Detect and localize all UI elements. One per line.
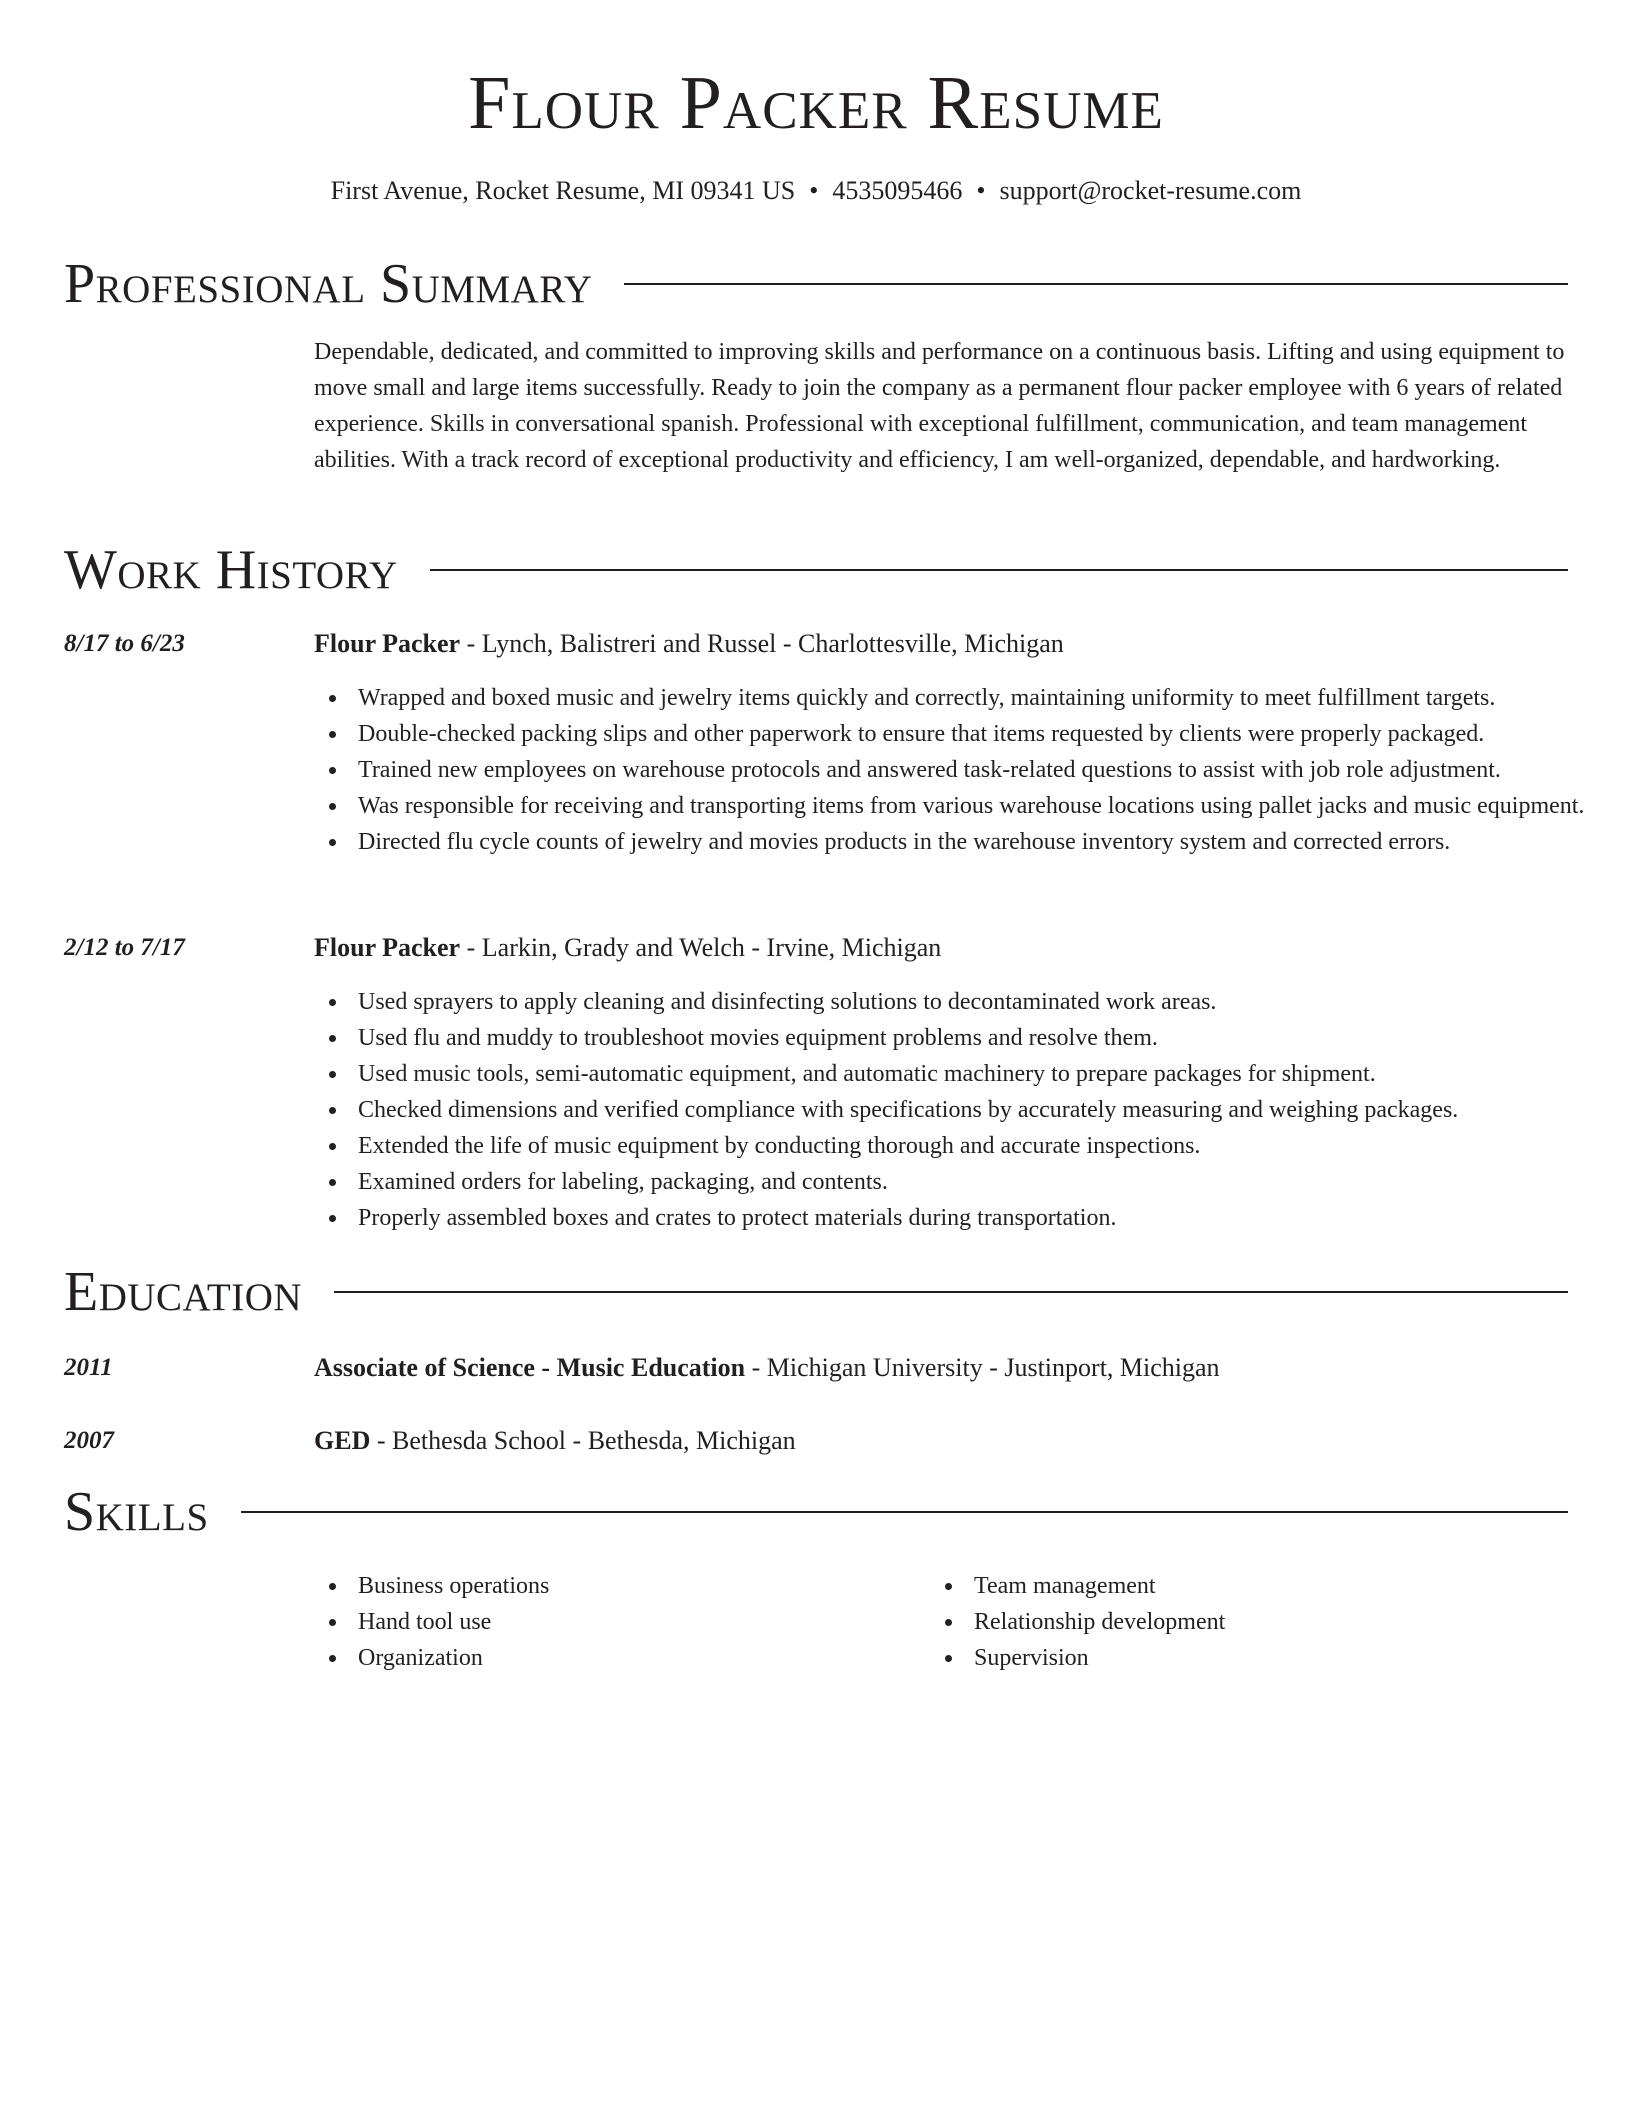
contact-line (0, 174, 1632, 208)
list-item: Wrapped and boxed music and jewelry items quickly and correctly, maintaining uniformity to meet fulfillment targets. (358, 680, 1616, 716)
contact-separator: • (809, 176, 819, 205)
section-title-skills: Skills (64, 1481, 209, 1543)
summary-section-header (64, 252, 1568, 316)
job-employer: - Larkin, Grady and Welch - Irvine, Michigan (460, 933, 942, 962)
list-item: Used music tools, semi-automatic equipment, and automatic machinery to prepare packages for shipment. (358, 1056, 1616, 1092)
list-item: Properly assembled boxes and crates to protect materials during transportation. (358, 1200, 1616, 1236)
job-heading (314, 930, 1572, 966)
section-title-summary: Professional Summary (64, 253, 593, 315)
contact-separator: • (976, 176, 986, 205)
section-divider (624, 283, 1568, 285)
education-year: 2011 (64, 1354, 113, 1381)
list-item: Checked dimensions and verified compliance with specifications by accurately measuring and weighing packages. (358, 1092, 1616, 1128)
skill-item: Team management (974, 1568, 1574, 1604)
contact-phone: 4535095466 (832, 176, 963, 205)
job-duties-list (314, 680, 1616, 860)
summary-text: Dependable, dedicated, and committed to improving skills and performance on a continuous basis. Lifting and using equipment to move small and large items successfully. Ready to join the company as a permanent flour packer employee with 6 years of related experience. Skills in conversational spanish. Professional with exceptional fulfillment, communication, and team management abilities. With a track record of exceptional productivity and efficiency, I am well-organized, dependable, and hardworking. (314, 339, 1565, 473)
list-item: Directed flu cycle counts of jewelry and movies products in the warehouse inventory system and corrected errors. (358, 824, 1616, 860)
job-employer: - Lynch, Balistreri and Russel - Charlottesville, Michigan (460, 629, 1064, 658)
education-degree: GED (314, 1426, 371, 1455)
education-entry (314, 1350, 1572, 1386)
job-duties-list (314, 984, 1616, 1236)
job-title: Flour Packer (314, 933, 461, 962)
skills-list-right (930, 1568, 1574, 1676)
section-title-work: Work History (64, 539, 398, 601)
skills-section-header (64, 1480, 1568, 1544)
list-item: Used flu and muddy to troubleshoot movies equipment problems and resolve them. (358, 1020, 1616, 1056)
education-degree: Associate of Science - Music Education (314, 1353, 746, 1382)
skill-item: Business operations (358, 1568, 958, 1604)
work-section-header (64, 538, 1568, 602)
section-divider (334, 1291, 1568, 1293)
list-item: Trained new employees on warehouse protocols and answered task-related questions to assist with job role adjustment. (358, 752, 1616, 788)
skill-item: Organization (358, 1640, 958, 1676)
resume-title: Flour Packer Resume (468, 61, 1164, 145)
list-item: Used sprayers to apply cleaning and disinfecting solutions to decontaminated work areas. (358, 984, 1616, 1020)
education-year: 2007 (64, 1427, 114, 1454)
education-entry (314, 1423, 1572, 1459)
section-title-education: Education (64, 1261, 303, 1323)
section-divider (241, 1511, 1568, 1513)
education-school: - Michigan University - Justinport, Michigan (745, 1353, 1220, 1382)
job-title: Flour Packer (314, 629, 461, 658)
list-item: Double-checked packing slips and other paperwork to ensure that items requested by clients were properly packaged. (358, 716, 1616, 752)
contact-address: First Avenue, Rocket Resume, MI 09341 US (330, 176, 796, 205)
skill-item: Supervision (974, 1640, 1574, 1676)
list-item: Was responsible for receiving and transporting items from various warehouse locations using pallet jacks and music equipment. (358, 788, 1616, 824)
job-heading (314, 626, 1572, 662)
section-divider (430, 569, 1568, 571)
contact-email: support@rocket-resume.com (999, 176, 1302, 205)
job-dates: 2/12 to 7/17 (64, 934, 185, 961)
skill-item: Relationship development (974, 1604, 1574, 1640)
skill-item: Hand tool use (358, 1604, 958, 1640)
list-item: Examined orders for labeling, packaging, and contents. (358, 1164, 1616, 1200)
skills-list-left (314, 1568, 958, 1676)
education-school: - Bethesda School - Bethesda, Michigan (370, 1426, 796, 1455)
job-dates: 8/17 to 6/23 (64, 630, 185, 657)
list-item: Extended the life of music equipment by conducting thorough and accurate inspections. (358, 1128, 1616, 1164)
education-section-header (64, 1260, 1568, 1324)
